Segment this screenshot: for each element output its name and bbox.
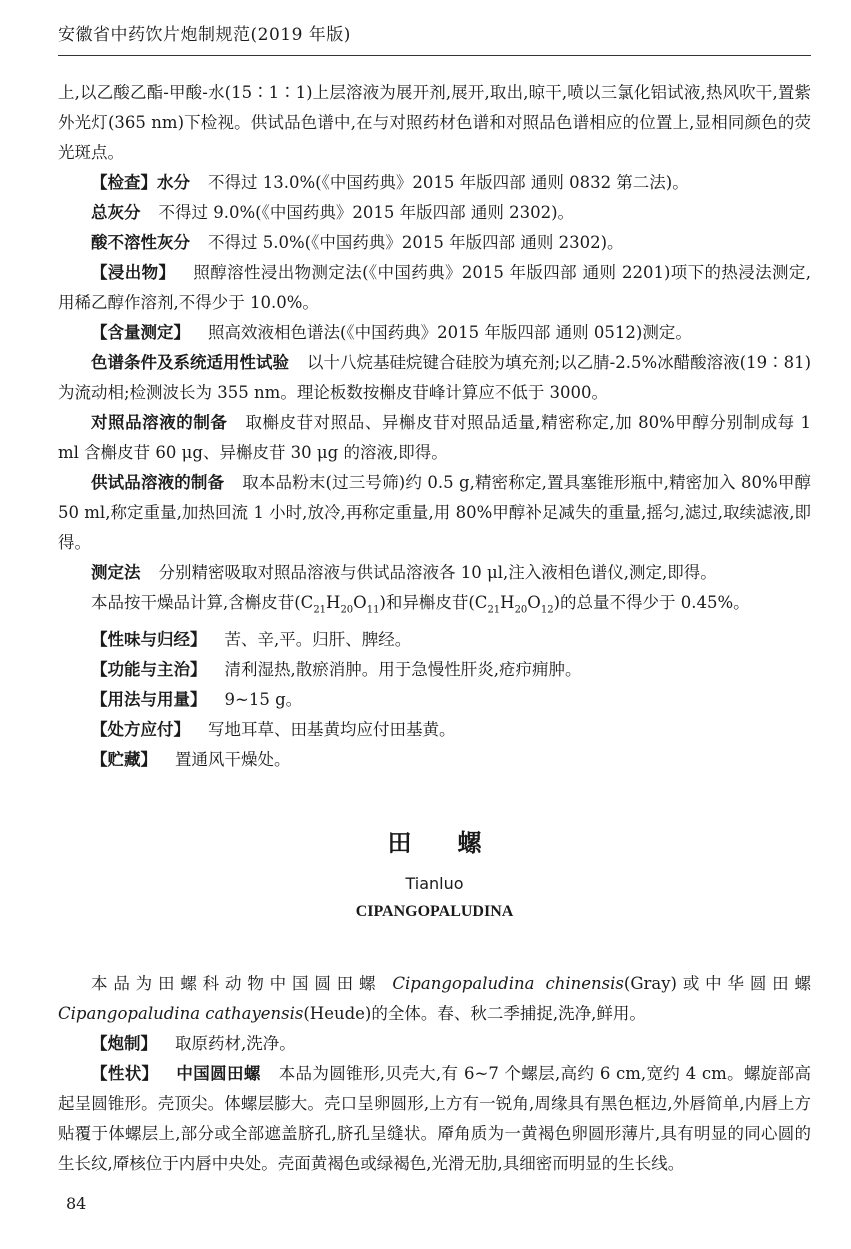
section-label: 【含量测定】 <box>91 323 190 342</box>
formula-subscript: 20 <box>340 604 354 616</box>
section-text: 照高效液相色谱法(《中国药典》2015 年版四部 通则 0512)测定。 <box>208 323 692 342</box>
item-text: 不得过 5.0%(《中国药典》2015 年版四部 通则 2302)。 <box>208 233 624 252</box>
formula-element: O <box>527 593 541 612</box>
formula-element: O <box>353 593 367 612</box>
section-xingwei <box>58 625 811 655</box>
section-jiancha-ash <box>58 198 811 228</box>
section-jiancha-acid-ash <box>58 228 811 258</box>
page-number: 84 <box>66 1194 87 1213</box>
content-text: )和异槲皮苷(C <box>379 593 488 612</box>
section-label: 【性味与归经】 <box>91 630 207 650</box>
running-header: 安徽省中药饮片炮制规范(2019 年版) <box>58 20 811 56</box>
item-label: 色谱条件及系统适用性试验 <box>91 353 290 372</box>
entry-intro <box>58 969 811 1029</box>
species-label: 中国圆田螺 <box>176 1064 261 1084</box>
section-text: 清利湿热,散瘀消肿。用于急慢性肝炎,疮疖痈肿。 <box>224 660 582 680</box>
section-zhucang <box>58 745 811 775</box>
entry-title: 田螺 <box>387 829 528 858</box>
section-text: 本品为圆锥形,贝壳大,有 6~7 个螺层,高约 6 cm,宽约 4 cm。螺旋部高起呈圆锥形。壳顶尖。体螺层膨大。壳口呈卵圆形,上方有一锐角,周缘具有黑色框边,外唇简单,内唇上方贴覆于体螺层上,部分或全部遮盖脐孔,脐孔呈缝状。厣角质为一黄褐色卵圆形薄片,具有明显的同心圆的生长纹,厣核位于内唇中央处。壳面黄褐色或绿褐色,光滑无肋,具细密而明显的生长线。 <box>58 1064 812 1174</box>
section-label: 【炮制】 <box>91 1034 157 1054</box>
section-label: 【检查】 <box>91 173 157 192</box>
item-label: 水分 <box>157 173 190 192</box>
formula-subscript: 21 <box>487 604 501 616</box>
item-text: 不得过 9.0%(《中国药典》2015 年版四部 通则 2302)。 <box>158 203 575 222</box>
section-text: 置通风干燥处。 <box>175 750 291 770</box>
entry-latin-name: CIPANGOPALUDINA <box>355 903 514 921</box>
item-text: 不得过 13.0%(《中国药典》2015 年版四部 通则 0832 第二法)。 <box>208 173 689 192</box>
content-text: 本品按干燥品计算,含槲皮苷(C <box>91 593 314 612</box>
intro-text: 本品为田螺科动物中国圆田螺 <box>91 974 393 994</box>
intro-text: (Heude)的全体。春、秋二季捕捉,洗净,鲜用。 <box>303 1004 646 1024</box>
species-name: Cipangopaludina cathayensis <box>58 1004 304 1024</box>
section-text: 写地耳草、田基黄均应付田基黄。 <box>208 720 456 740</box>
entry-pinyin: Tianluo <box>405 874 464 894</box>
hanliang-reference <box>58 408 811 468</box>
formula-subscript: 12 <box>540 604 554 616</box>
formula-element: H <box>500 593 515 612</box>
formula-subscript: 20 <box>514 604 528 616</box>
continuation-paragraph: 上,以乙酸乙酯-甲酸-水(15∶1∶1)上层溶液为展开剂,展开,取出,晾干,喷以三氯化铝试液,热风吹干,置紫外光灯(365 nm)下检视。供试品色谱中,在与对照药材色谱和对照品色谱相应的位置上,显相同颜色的荧光斑点。 <box>58 83 811 162</box>
item-label: 供试品溶液的制备 <box>91 473 225 492</box>
item-text: 分别精密吸取对照品溶液与供试品溶液各 10 μl,注入液相色谱仪,测定,即得。 <box>158 563 717 582</box>
section-jinchuwu <box>58 258 811 318</box>
section-text: 照醇溶性浸出物测定法(《中国药典》2015 年版四部 通则 2201)项下的热浸法测定,用稀乙醇作溶剂,不得少于 10.0%。 <box>58 263 812 312</box>
species-name: Cipangopaludina chinensis <box>392 974 624 994</box>
item-label: 测定法 <box>91 563 141 582</box>
page-body <box>58 78 811 1179</box>
intro-text: (Gray)或中华圆田螺 <box>623 974 811 994</box>
section-label: 【处方应付】 <box>91 720 190 740</box>
section-text: 苦、辛,平。归肝、脾经。 <box>224 630 412 650</box>
hanliang-content-limit <box>58 588 811 625</box>
formula-subscript: 11 <box>366 604 380 616</box>
item-label: 酸不溶性灰分 <box>91 233 190 252</box>
item-label: 对照品溶液的制备 <box>91 413 228 432</box>
section-text: 取原药材,洗净。 <box>175 1034 296 1054</box>
formula-element: H <box>326 593 341 612</box>
hanliang-sample <box>58 468 811 558</box>
item-text: 取槲皮苷对照品、异槲皮苷对照品适量,精密称定,加 80%甲醇分别制成每 1 ml 含槲皮苷 60 μg、异槲皮苷 30 μg 的溶液,即得。 <box>58 413 812 462</box>
section-label: 【贮藏】 <box>91 750 157 770</box>
section-gongneng <box>58 655 811 685</box>
item-text: 以十八烷基硅烷键合硅胶为填充剂;以乙腈-2.5%冰醋酸溶液(19∶81)为流动相;检测波长为 355 nm。理论板数按槲皮苷峰计算应不低于 3000。 <box>58 353 812 402</box>
section-jiancha-moisture <box>58 168 811 198</box>
formula-subscript: 21 <box>313 604 327 616</box>
section-hanliang <box>58 318 811 348</box>
section-xingzhuang <box>58 1059 811 1179</box>
item-label: 总灰分 <box>91 203 141 222</box>
section-label: 【浸出物】 <box>91 263 176 282</box>
section-chufang <box>58 715 811 745</box>
section-label: 【功能与主治】 <box>91 660 207 680</box>
section-paozhi <box>58 1029 811 1059</box>
section-yongfa <box>58 685 811 715</box>
section-label: 【性状】 <box>91 1064 159 1084</box>
item-text: 取本品粉末(过三号筛)约 0.5 g,精密称定,置具塞锥形瓶中,精密加入 80%甲醇 50 ml,称定重量,加热回流 1 小时,放冷,再称定重量,用 80%甲醇补足减失的重量,摇匀,滤过,取续滤液,即得。 <box>58 473 812 552</box>
section-label: 【用法与用量】 <box>91 690 207 710</box>
section-text: 9~15 g。 <box>224 690 303 710</box>
hanliang-method <box>58 558 811 588</box>
content-text: )的总量不得少于 0.45%。 <box>553 593 750 612</box>
hanliang-chromatography <box>58 348 811 408</box>
